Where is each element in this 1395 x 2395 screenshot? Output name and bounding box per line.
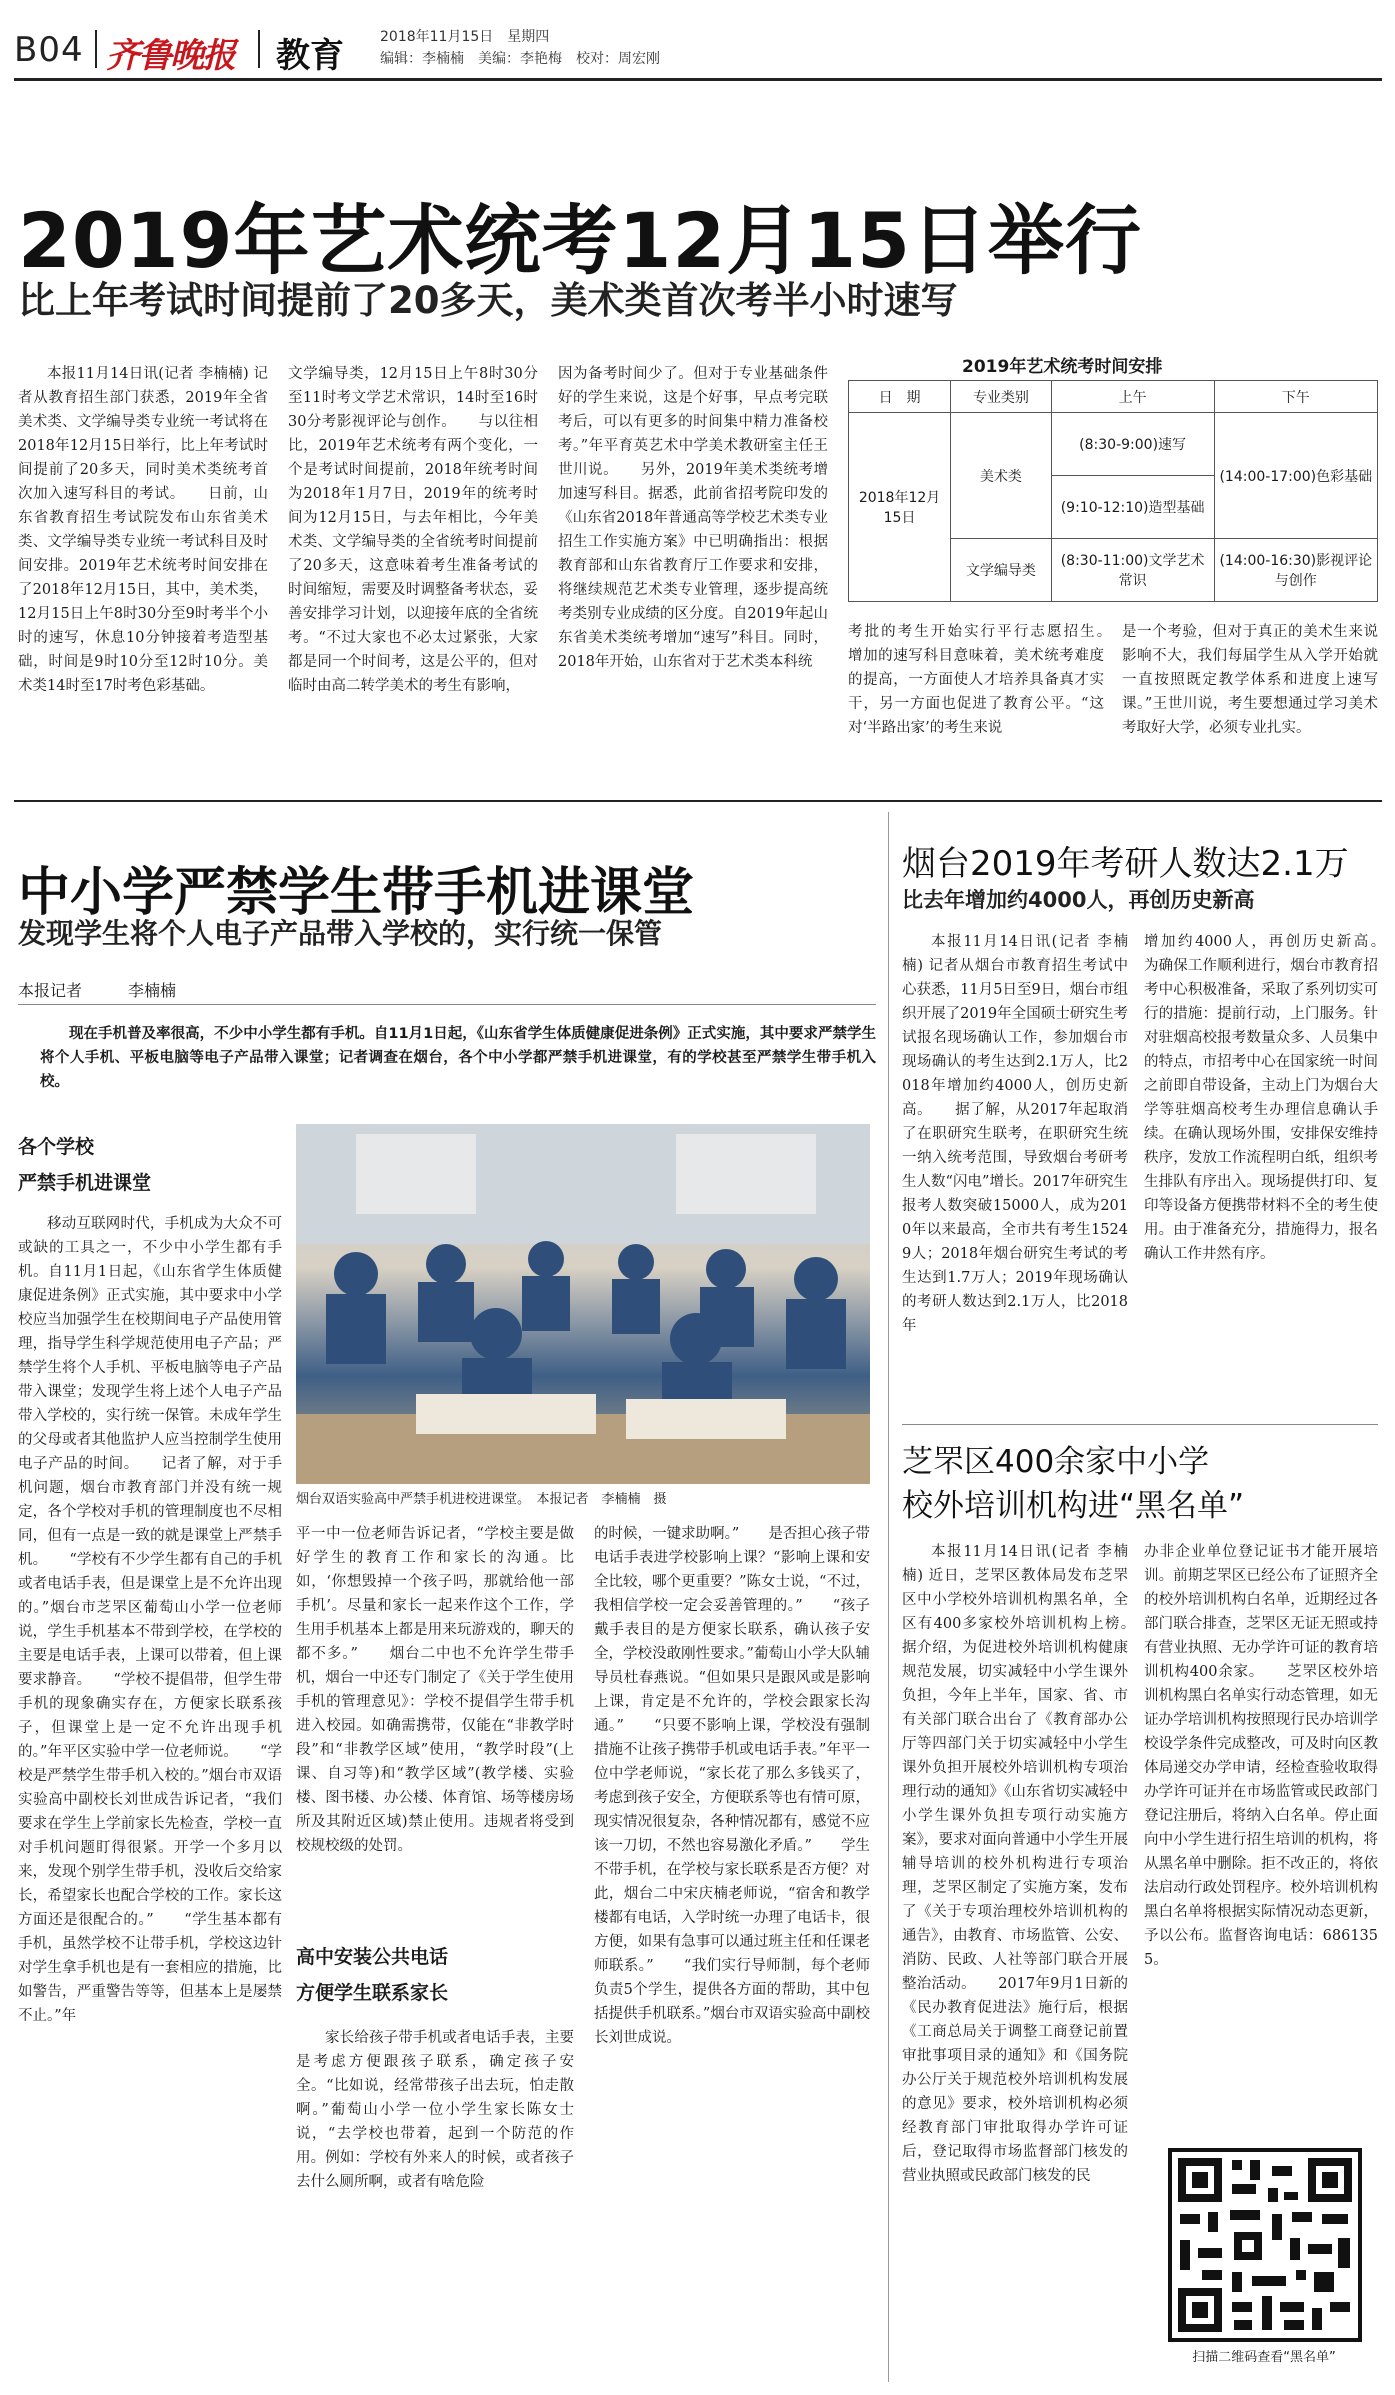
qr-caption: 扫描二维码查看“黑名单” <box>1192 2350 1336 2365</box>
schedule-art-am1: (8:30-9:00)速写 <box>1051 413 1214 476</box>
story2-intro: 现在手机普及率很高，不少中小学生都有手机。自11月1日起，《山东省学生体质健康促进条例》正式实施，其中要求严禁学生将个人手机、平板电脑等电子产品带入课堂；记者调查在烟台，各个中小学都严禁手机进课堂，有的学校甚至严禁学生带手机入校。 <box>40 1026 876 1090</box>
story2-subhead-2-line-2: 方便学生联系家长 <box>296 1982 449 2004</box>
story3-headline: 烟台2019年考研人数达2.1万 <box>902 844 1349 884</box>
schedule-header-pm: 下午 <box>1214 381 1377 413</box>
story3-bottom-rule <box>902 1424 1378 1425</box>
story4-column-2: 办非企业单位登记证书才能开展培训。前期芝罘区已经公布了证照齐全的校外培训机构白名单，近期经过各部门联合排查，芝罘区无证无照或持有营业执照、无办学许可证的教育培训机构400余家。 芝罘区校外培训机构黑白名单实行动态管理，如无证办学培训机构按照现行民办培训学校设学条件完成整改，可及时向区教体局递交办学申请，经检查验收取得办学许可证并在市场监管或民政部门登记注册后，将纳入白名单。停止面向中小学生进行招生培训的机构，将从黑名单中删除。拒不改正的，将依法启动行政处罚程序。校外培训机构黑白名单将根据实际情况动态更新，予以公布。监督咨询电话：6861355。 <box>1144 1544 1378 1968</box>
byline-rule <box>18 1004 876 1005</box>
story3-column-2: 增加约4000人，再创历史新高。 为确保工作顺利进行，烟台市教育招考中心积极准备，采取了系列切实可行的措施：提前行动，上门服务。针对驻烟高校报考数量众多、人员集中的特点，市招考中心在国家统一时间之前即自带设备，主动上门为烟台大学等驻烟高校考生办理信息确认手续。在确认现场外围，安排保安维持秩序，发放工作流程明白纸，组织考生排队有序出入。现场提供打印、复印等设备方便携带材料不全的考生使用。由于准备充分，措施得力，报名确认工作井然有序。 <box>1144 934 1378 1262</box>
column-rule <box>888 812 889 2382</box>
story2-byline-name: 李楠楠 <box>128 981 177 1000</box>
schedule-lit-am: (8:30-11:00)文学艺术常识 <box>1051 539 1214 602</box>
story2-column-2b: 家长给孩子带手机或者电话手表，主要是考虑方便跟孩子联系，确定孩子安全。“比如说，经常带孩子出去玩，怕走散啊。”葡萄山小学一位小学生家长陈女士说，“去学校也带着，起到一个防范的作用。例如：学校有外来人的时候，或者孩子去什么厕所啊，或者有啥危险 <box>296 2030 574 2190</box>
story2-subhead-1-line-2: 严禁手机进课堂 <box>18 1172 152 1194</box>
story1-column-1: 本报11月14日讯(记者 李楠楠) 记者从教育招生部门获悉，2019年全省美术类、文学编导类专业统一考试将在2018年12月15日举行，比上年考试时间提前了20多天，同时美术类统考首次加入速写科目的考试。 日前，山东省教育招生考试院发布山东省美术类、文学编导类专业统一考试科目及时间安排。2019年艺术统考时间安排在了2018年12月15日，其中，美术类，12月15日上午8时30分至9时考半个小时的速写，休息10分钟接着考造型基础，时间是9时10分至12时10分。美术类14时至17时考色彩基础。 <box>18 366 268 694</box>
schedule-lit-pm: (14:00-16:30)影视评论与创作 <box>1214 539 1377 602</box>
schedule-art-label: 美术类 <box>951 413 1051 539</box>
story1-column-2: 文学编导类，12月15日上午8时30分至11时考文学艺术常识，14时至16时30分考影视评论与创作。 与以往相比，2019年艺术统考有两个变化，一个是考试时间提前，2018年统考时间为2018年1月7日，2019年的统考时间为12月15日，与去年相比，今年美术类、文学编导类的全省统考时间提前了20多天，这意味着考生准备考试的时间缩短，需要及时调整备考状态，妥善安排学习计划，以迎接年底的全省统考。“不过大家也不必太过紧张，大家都是同一个时间考，这是公平的，但对临时由高二转学美术的考生有影响， <box>288 366 538 694</box>
editor-credits: 编辑：李楠楠 美编：李艳梅 校对：周宏刚 <box>380 51 660 67</box>
story3-subhead: 比去年增加约4000人，再创历史新高 <box>902 888 1255 912</box>
story1-headline: 2019年艺术统考12月15日举行 <box>18 196 1143 285</box>
schedule-art-pm: (14:00-17:00)色彩基础 <box>1214 413 1377 539</box>
schedule-table <box>848 380 1378 602</box>
paper-logo: 齐鲁晚报 <box>106 36 234 76</box>
schedule-header-date: 日 期 <box>849 381 951 413</box>
story2-column-3: 的时候，一键求助啊。” 是否担心孩子带电话手表进学校影响上课？“影响上课和安全比较，哪个更重要？”陈女士说，“不过，我相信学校一定会妥善管理的。” “孩子戴手表目的是方便家长联系，确认孩子安全，学校没敢刚性要求。”葡萄山小学大队辅导员杜春燕说。“但如果只是跟风或是影响上课，肯定是不允许的，学校会跟家长沟通。” “只要不影响上课，学校没有强制措施不让孩子携带手机或电话手表。”年平一位中学老师说，“家长花了那么多钱买了，考虑到孩子安全，方便联系等也有情可原，现实情况很复杂，各种情况都有，感觉不应该一刀切，不然也容易激化矛盾。” 学生不带手机，在学校与家长联系是否方便？对此，烟台二中宋庆楠老师说，“宿舍和教学楼都有电话，入学时统一办理了电话卡，很方便，如果有急事可以通过班主任和任课老师联系。” “我们实行导师制，每个老师负责5个学生，提供各方面的帮助，其中包括提供手机联系。”烟台市双语实验高中副校长刘世成说。 <box>594 1526 870 2046</box>
masthead-rule <box>14 78 1382 81</box>
schedule-lit-label: 文学编导类 <box>951 539 1051 602</box>
qr-code <box>1168 2148 1362 2342</box>
story2-subhead: 发现学生将个人电子产品带入学校的，实行统一保管 <box>18 917 663 950</box>
page-number: B04 <box>14 30 84 70</box>
story1-column-3: 因为备考时间少了。但对于专业基础条件好的学生来说，这是个好事，早点考完联考后，可以有更多的时间集中精力准备校考。”年平育英艺术中学美术教研室主任王世川说。 另外，2019年美术类统考增加速写科目。据悉，此前省招考院印发的《山东省2018年普通高等学校艺术类专业招生工作实施方案》中已明确指出：根据教育部和山东省教育厅工作要求和安排，将继续规范艺术类专业管理，逐步提高统考类别专业成绩的区分度。自2019年起山东省美术类统考增加“速写”科目。同时，2018年开始，山东省对于艺术类本科统 <box>558 366 828 670</box>
masthead-divider <box>95 30 97 68</box>
qr-pattern <box>1172 2152 1358 2338</box>
story2-column-2: 平一中一位老师告诉记者，“学校主要是做好学生的教育工作和家长的沟通。比如，‘你想毁掉一个孩子吗，那就给他一部手机’。尽量和家长一起来作这个工作，学生用手机基本上都是用来玩游戏的，聊天的都不多。” 烟台二中也不允许学生带手机，烟台一中还专门制定了《关于学生使用手机的管理意见》：学校不提倡学生带手机进入校园。如确需携带，仅能在“非教学时段”和“非教学区域”使用，“教学时段”(上课、自习等)和“教学区域”(教学楼、实验楼、图书楼、办公楼、体育馆、场等楼房场所及其附近区域)禁止使用。违规者将受到校规校级的处罚。 <box>296 1526 574 1854</box>
story2-subhead-2-line-1: 高中安装公共电话 <box>296 1946 449 1968</box>
classroom-photo <box>296 1124 870 1484</box>
schedule-title: 2019年艺术统考时间安排 <box>962 357 1163 377</box>
story2-subhead-1-line-1: 各个学校 <box>18 1136 95 1158</box>
schedule-date-cell: 2018年12月15日 <box>849 413 951 602</box>
story2-column-1: 移动互联网时代，手机成为大众不可或缺的工具之一，不少中小学生都有手机。自11月1日起，《山东省学生体质健康促进条例》正式实施，其中要求中小学校应当加强学生在校期间电子产品使用管理，指导学生科学规范使用电子产品；严禁学生将个人手机、平板电脑等电子产品带入课堂；发现学生将上述个人电子产品带入学校的，实行统一保管。未成年学生的父母或者其他监护人应当控制学生使用电子产品的时间。 记者了解，对于手机问题，烟台市教育部门并没有统一规定，各个学校对手机的管理制度也不尽相同，但有一点是一致的就是课堂上严禁手机。 “学校有不少学生都有自己的手机或者电话手表，但是课堂上是不允许出现的。”烟台市芝罘区葡萄山小学一位老师说，学生手机基本不带到学校，在学校的主要是电话手表，上课可以带着，但上课要求静音。 “学校不提倡带，但学生带手机的现象确实存在，方便家长联系孩子，但课堂上是一定不允许出现手机的。”年平区实验中学一位老师说。 “学校是严禁学生带手机入校的。”烟台市双语实验高中副校长刘世成告诉记者，“我们要求在学生上学前家长先检查，学校一直对手机问题盯得很紧。开学一个多月以来，发现个别学生带手机，没收后交给家长，希望家长也配合学校的工作。家长这方面还是很配合的。” “学生基本都有手机，虽然学校不让带手机，学校这边针对学生拿手机也是有一套相应的措施，比如警告，严重警告等等，但基本上是屡禁不止。”年 <box>18 1216 282 2024</box>
masthead-divider <box>258 30 260 68</box>
section-rule <box>14 800 1382 802</box>
photo-caption: 烟台双语实验高中严禁手机进校进课堂。 本报记者 李楠楠 摄 <box>296 1492 667 1507</box>
issue-date: 2018年11月15日 星期四 <box>380 29 550 45</box>
story2-headline: 中小学严禁学生带手机进课堂 <box>18 863 695 923</box>
story2-byline-label: 本报记者 <box>18 981 83 1000</box>
story1-column-4: 考批的考生开始实行平行志愿招生。 增加的速写科目意味着，美术统考难度的提高，一方面使人才培养具备真才实干，另一方面也促进了教育公平。“这对‘半路出家’的考生来说 <box>848 624 1104 736</box>
section-name: 教育 <box>276 36 344 76</box>
classroom-illustration <box>296 1124 870 1484</box>
schedule-header-am: 上午 <box>1051 381 1214 413</box>
schedule-art-am2: (9:10-12:10)造型基础 <box>1051 476 1214 539</box>
story3-column-1: 本报11月14日讯(记者 李楠楠) 记者从烟台市教育招生考试中心获悉，11月5日至9日，烟台市组织开展了2019年全国硕士研究生考试报名现场确认工作，参加烟台市现场确认的考生达到2.1万人，比2018年增加约4000人，创历史新高。 据了解，从2017年起取消了在职研究生联考，在职研究生统一纳入统考范围，导致烟台考研考生人数“闪电”增长。2017年研究生报考人数突破15000人，成为2010年以来最高，全市共有考生15249人；2018年烟台研究生考试的考生达到1.7万人；2019年现场确认的考研人数达到2.1万人，比2018年 <box>902 934 1128 1334</box>
story1-column-5: 是一个考验，但对于真正的美术生来说影响不大，我们每届学生从入学开始就一直按照既定教学体系和进度上速写课。”王世川说，考生要想通过学习美术考取好大学，必须专业扎实。 <box>1122 624 1378 736</box>
story4-headline-line-1: 芝罘区400余家中小学 <box>902 1444 1210 1480</box>
story1-subhead: 比上年考试时间提前了20多天，美术类首次考半小时速写 <box>18 279 958 322</box>
story4-column-1: 本报11月14日讯(记者 李楠楠) 近日，芝罘区教体局发布芝罘区中小学校外培训机构黑名单，全区有400多家校外培训机构上榜。 据介绍，为促进校外培训机构健康规范发展，切实减轻中小学生课外负担，今年上半年，国家、省、市有关部门联合出台了《教育部办公厅等四部门关于切实减轻中小学生课外负担开展校外培训机构专项治理行动的通知》《山东省切实减轻中小学生课外负担专项行动实施方案》，要求对面向普通中小学生开展辅导培训的校外机构进行专项治理，芝罘区制定了实施方案，发布了《关于专项治理校外培训机构的通告》，由教育、市场监管、公安、消防、民政、人社等部门联合开展整治活动。 2017年9月1日新的《民办教育促进法》施行后，根据《工商总局关于调整工商登记前置审批事项目录的通知》和《国务院办公厅关于规范校外培训机构发展的意见》要求，校外培训机构必须经教育部门审批取得办学许可证后，登记取得市场监督部门核发的营业执照或民政部门核发的民 <box>902 1544 1128 2184</box>
schedule-header-category: 专业类别 <box>951 381 1051 413</box>
story4-headline-line-2: 校外培训机构进“黑名单” <box>902 1488 1245 1524</box>
